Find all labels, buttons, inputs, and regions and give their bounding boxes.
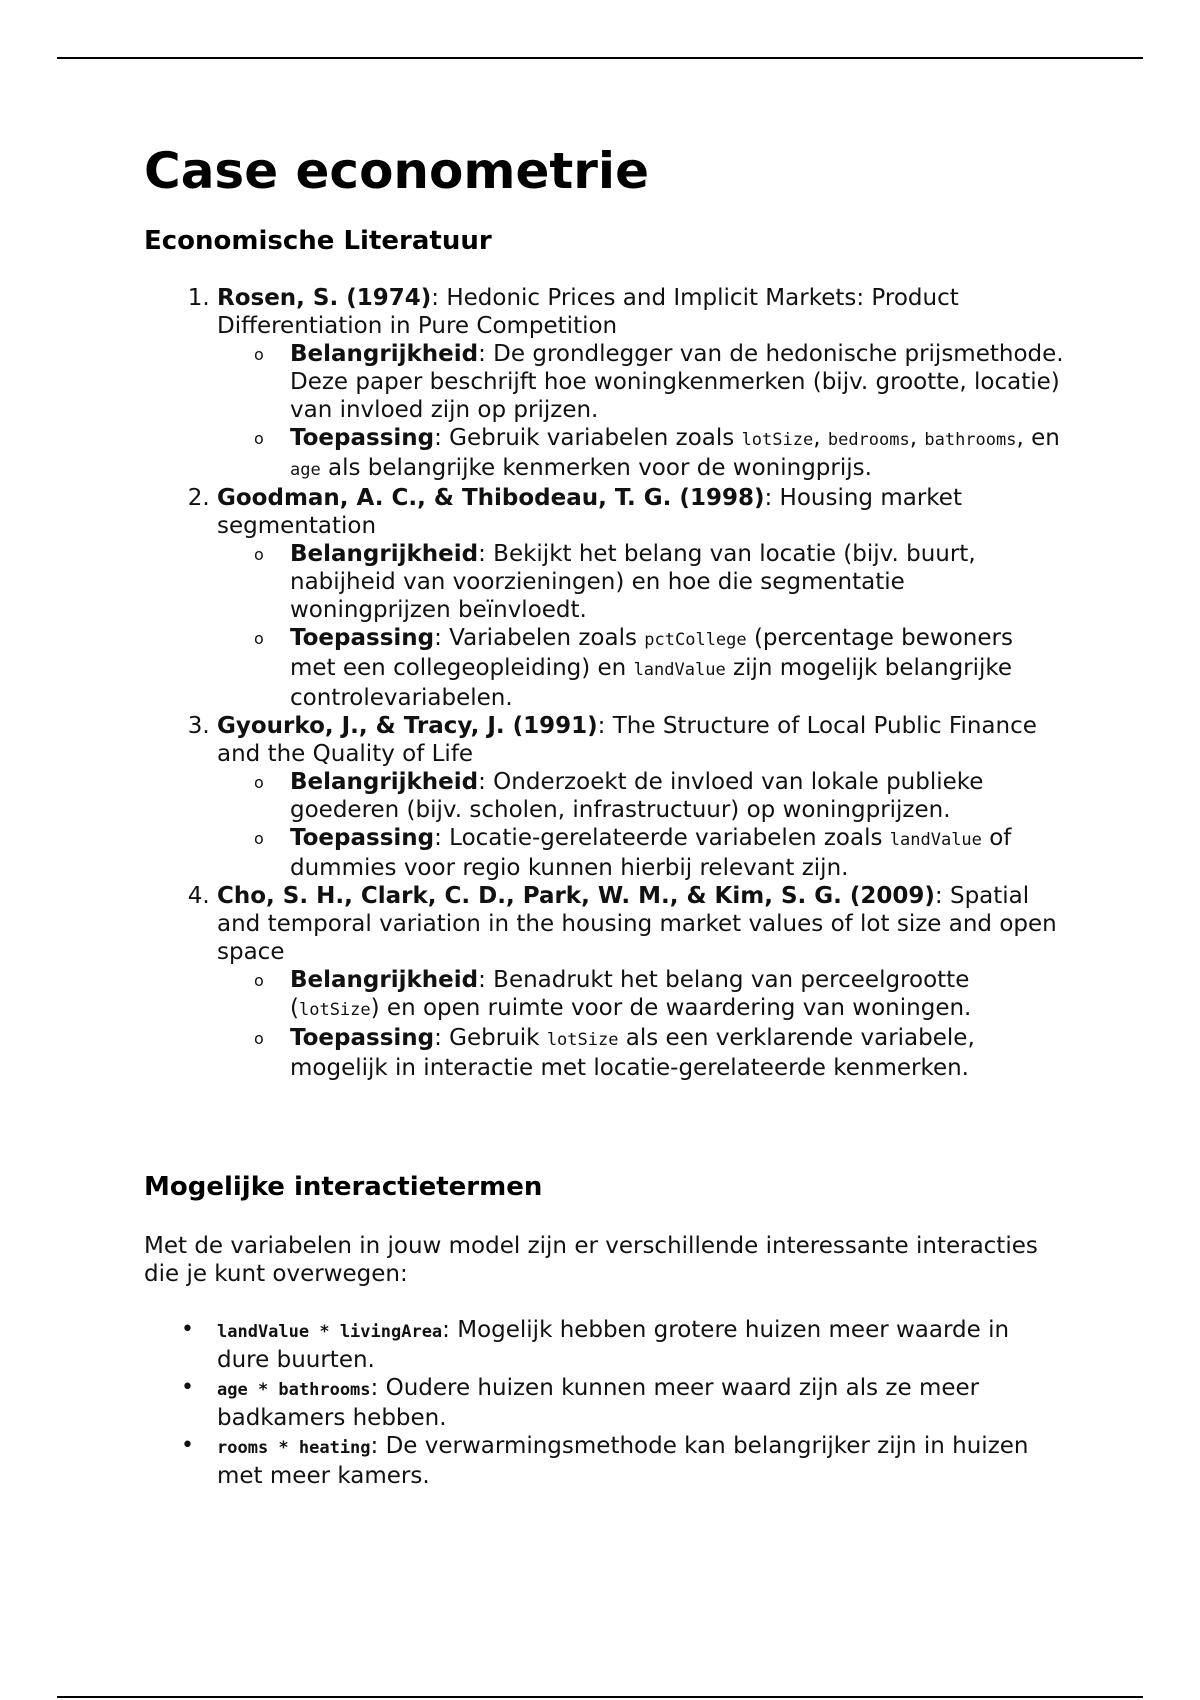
interaction-item xyxy=(217,1316,1064,1374)
detail-text: als een verklarende variabele, mogelijk in interactie met locatie-gerelateerde kenmerken. xyxy=(290,1025,975,1081)
variable-code: bathrooms xyxy=(924,430,1017,450)
detail-text: (percentage bewoners met een collegeopleiding) en xyxy=(290,625,1013,681)
interaction-text: : Mogelijk hebben grotere huizen meer waarde in dure buurten. xyxy=(217,1317,1010,1373)
detail-text: of dummies voor regio kunnen hierbij relevant zijn. xyxy=(290,825,1012,881)
detail-text: , xyxy=(813,425,828,451)
detail-item xyxy=(290,966,1064,1024)
detail-label: Belangrijkheid xyxy=(290,541,479,567)
intro-paragraph: Met de variabelen in jouw model zijn er verschillende interessante interacties die je kunt overwegen: xyxy=(144,1233,1038,1287)
detail-label: Toepassing xyxy=(290,625,435,651)
detail-label: Belangrijkheid xyxy=(290,341,479,367)
detail-label: Toepassing xyxy=(290,825,435,851)
detail-text: : De grondlegger van de hedonische prijsmethode. Deze paper beschrijft hoe woningkenmerken (bijv. grootte, locatie) van invloed zijn op prijzen. xyxy=(290,341,1064,423)
detail-item xyxy=(290,424,1064,484)
detail-text: , xyxy=(909,425,925,451)
detail-text: zijn mogelijk belangrijke controlevariabelen. xyxy=(290,655,1013,711)
variable-code: landValue xyxy=(889,830,982,850)
reference-item xyxy=(217,882,1064,1082)
detail-item xyxy=(290,1024,1064,1082)
detail-text: : Gebruik variabelen zoals xyxy=(434,425,742,451)
interaction-text: : De verwarmingsmethode kan belangrijker zijn in huizen met meer kamers. xyxy=(217,1433,1029,1489)
reference-details xyxy=(217,966,1064,1082)
variable-code: lotSize xyxy=(741,430,814,450)
detail-text: : Variabelen zoals xyxy=(434,625,645,651)
reference-list xyxy=(144,284,1064,1082)
detail-text: : Onderzoekt de invloed van lokale publieke goederen (bijv. scholen, infrastructuur) op woningprijzen. xyxy=(290,769,984,823)
reference-item xyxy=(217,712,1064,882)
variable-code: bedrooms xyxy=(827,430,910,450)
detail-item xyxy=(290,540,1064,624)
top-rule xyxy=(57,57,1143,59)
detail-item xyxy=(290,624,1064,712)
section-heading-literature: Economische Literatuur xyxy=(144,226,492,256)
section-heading-interactions: Mogelijke interactietermen xyxy=(144,1172,543,1202)
bottom-rule xyxy=(57,1696,1143,1698)
reference-details xyxy=(217,540,1064,712)
variable-code: landValue xyxy=(633,660,726,680)
detail-text: : Gebruik xyxy=(434,1025,547,1051)
reference-item xyxy=(217,484,1064,712)
interaction-item xyxy=(217,1374,1064,1432)
detail-text: : Locatie-gerelateerde variabelen zoals xyxy=(434,825,890,851)
detail-label: Toepassing xyxy=(290,425,435,451)
interaction-text: : Oudere huizen kunnen meer waard zijn als ze meer badkamers hebben. xyxy=(217,1375,980,1431)
detail-text: : Bekijkt het belang van locatie (bijv. buurt, nabijheid van voorzieningen) en hoe die segmentatie woningprijzen beïnvloedt. xyxy=(290,541,976,623)
reference-author: Goodman, A. C., & Thibodeau, T. G. (1998) xyxy=(217,485,765,511)
interaction-list xyxy=(144,1316,1064,1490)
reference-author: Rosen, S. (1974) xyxy=(217,285,432,311)
reference-item xyxy=(217,284,1064,484)
reference-title: : Hedonic Prices and Implicit Markets: Product Differentiation in Pure Competition xyxy=(217,285,959,339)
variable-code: lotSize xyxy=(546,1030,619,1050)
reference-title: : Housing market segmentation xyxy=(217,485,962,539)
reference-details xyxy=(217,768,1064,882)
detail-text: ) en open ruimte voor de waardering van woningen. xyxy=(370,995,972,1021)
interaction-code: landValue * livingArea xyxy=(217,1322,443,1342)
variable-code: age xyxy=(290,460,321,480)
detail-label: Toepassing xyxy=(290,1025,435,1051)
interaction-code: rooms * heating xyxy=(217,1438,371,1458)
detail-item xyxy=(290,768,1064,824)
reference-details xyxy=(217,340,1064,484)
reference-author: Gyourko, J., & Tracy, J. (1991) xyxy=(217,713,598,739)
detail-text: , en xyxy=(1016,425,1060,451)
detail-label: Belangrijkheid xyxy=(290,967,479,993)
detail-item xyxy=(290,340,1064,424)
reference-title: : The Structure of Local Public Finance and the Quality of Life xyxy=(217,713,1037,767)
detail-label: Belangrijkheid xyxy=(290,769,479,795)
variable-code: lotSize xyxy=(298,1000,371,1020)
document-body xyxy=(144,136,1064,1490)
detail-text: als belangrijke kenmerken voor de woningprijs. xyxy=(320,455,872,481)
variable-code: pctCollege xyxy=(644,630,747,650)
interaction-item xyxy=(217,1432,1064,1490)
reference-title: : Spatial and temporal variation in the housing market values of lot size and open space xyxy=(217,883,1057,965)
detail-text: : Benadrukt het belang van perceelgrootte ( xyxy=(290,967,970,1021)
reference-author: Cho, S. H., Clark, C. D., Park, W. M., & Kim, S. G. (2009) xyxy=(217,883,935,909)
interaction-code: age * bathrooms xyxy=(217,1380,371,1400)
page-title: Case econometrie xyxy=(144,142,649,200)
detail-item xyxy=(290,824,1064,882)
